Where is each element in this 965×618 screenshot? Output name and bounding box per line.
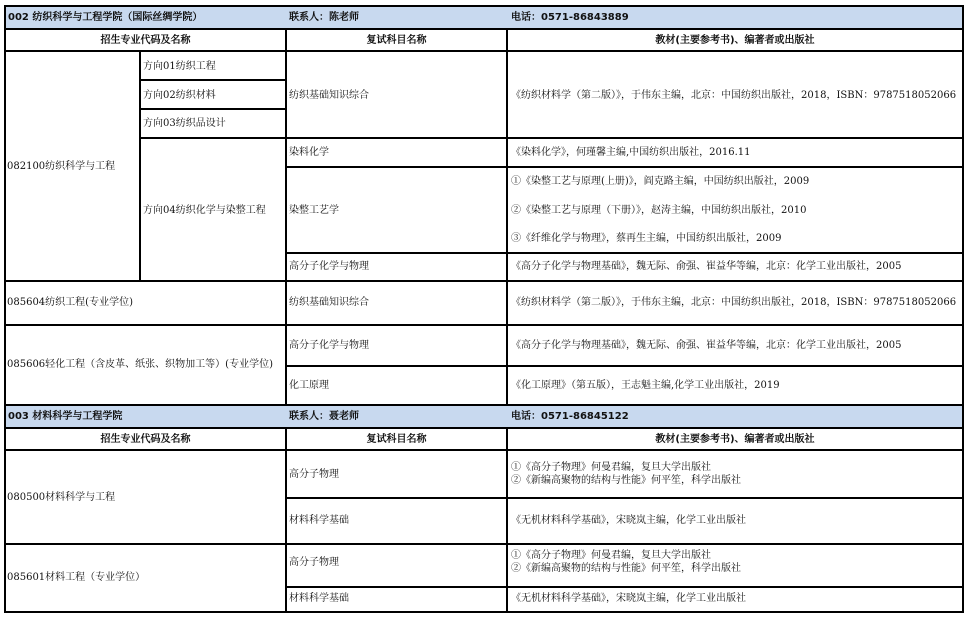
contact-person: 联系人：陈老师: [289, 12, 359, 23]
subject-name: 化工原理: [289, 380, 329, 391]
subject-name: 高分子化学与物理: [289, 261, 369, 272]
subject-name: 高分子物理: [289, 557, 339, 568]
textbook-entry: 《无机材料科学基础》，宋晓岚主编，化学工业出版社: [511, 593, 746, 604]
textbook-entry: ②《新编高聚物的结构与性能》何平笙，科学出版社: [511, 563, 741, 574]
direction-name: 方向03纺织品设计: [143, 118, 226, 129]
textbook-entry: ②《新编高聚物的结构与性能》何平笙，科学出版社: [511, 475, 741, 486]
major-name: 085604纺织工程(专业学位): [7, 297, 133, 308]
column-header-major: 招生专业代码及名称: [100, 434, 191, 445]
textbook-entry: 《化工原理》（第五版），王志魁主编,化学工业出版社，2019: [511, 380, 780, 391]
column-header-subject: 复试科目名称: [366, 35, 427, 46]
textbook-entry: 《纺织材料学（第二版）》，于伟东主编，北京：中国纺织出版社，2018，ISBN：9787518052066: [511, 297, 957, 308]
college-name: 003 材料科学与工程学院: [8, 411, 123, 422]
column-header-textbook: 教材(主要参考书)、编著者或出版社: [655, 434, 815, 445]
column-header-subject: 复试科目名称: [366, 434, 427, 445]
major-name: 082100纺织科学与工程: [7, 161, 116, 172]
direction-name: 方向04纺织化学与染整工程: [143, 205, 266, 216]
textbook-entry: ①《高分子物理》何曼君编，复旦大学出版社: [511, 550, 711, 561]
subject-name: 高分子化学与物理: [289, 340, 369, 351]
major-name: 085601材料工程（专业学位）: [7, 572, 146, 583]
column-header-major: 招生专业代码及名称: [100, 35, 191, 46]
direction-name: 方向02纺织材料: [143, 90, 216, 101]
subject-name: 高分子物理: [289, 469, 339, 480]
contact-person: 联系人：聂老师: [289, 411, 359, 422]
contact-phone: 电话：0571-86845122: [511, 411, 629, 422]
contact-phone: 电话：0571-86843889: [511, 12, 629, 23]
textbook-entry: ②《染整工艺与原理（下册）》，赵涛主编，中国纺织出版社，2010: [511, 205, 807, 216]
textbook-entry: ③《纤维化学与物理》，蔡再生主编，中国纺织出版社，2009: [511, 233, 782, 244]
subject-name: 纺织基础知识综合: [289, 297, 369, 308]
subject-name: 染整工艺学: [289, 205, 339, 216]
textbook-entry: 《纺织材料学（第二版）》，于伟东主编，北京：中国纺织出版社，2018，ISBN：9787518052066: [511, 90, 957, 101]
subject-name: 材料科学基础: [289, 515, 349, 526]
major-name: 085606轻化工程（含皮革、纸张、织物加工等）(专业学位): [7, 359, 273, 370]
college-name: 002 纺织科学与工程学院（国际丝绸学院）: [8, 12, 203, 23]
textbook-entry: 《无机材料科学基础》，宋晓岚主编，化学工业出版社: [511, 515, 746, 526]
subject-name: 纺织基础知识综合: [289, 90, 369, 101]
subject-name: 染料化学: [289, 147, 329, 158]
section-header-band: [5, 405, 963, 427]
textbook-entry: 《高分子化学与物理基础》，魏无际、俞强、崔益华等编，北京：化学工业出版社，2005: [511, 340, 902, 351]
textbook-entry: ①《高分子物理》何曼君编，复旦大学出版社: [511, 462, 711, 473]
direction-name: 方向01纺织工程: [143, 61, 216, 72]
textbook-entry: 《染料化学》，何瑾馨主编,中国纺织出版社，2016.11: [511, 147, 751, 158]
textbook-entry: ①《染整工艺与原理(上册)》，阎克路主编，中国纺织出版社，2009: [511, 176, 810, 187]
subject-name: 材料科学基础: [289, 593, 349, 604]
column-header-textbook: 教材(主要参考书)、编著者或出版社: [655, 35, 815, 46]
textbook-entry: 《高分子化学与物理基础》，魏无际、俞强、崔益华等编，北京：化学工业出版社，2005: [511, 261, 902, 272]
major-name: 080500材料科学与工程: [7, 492, 116, 503]
